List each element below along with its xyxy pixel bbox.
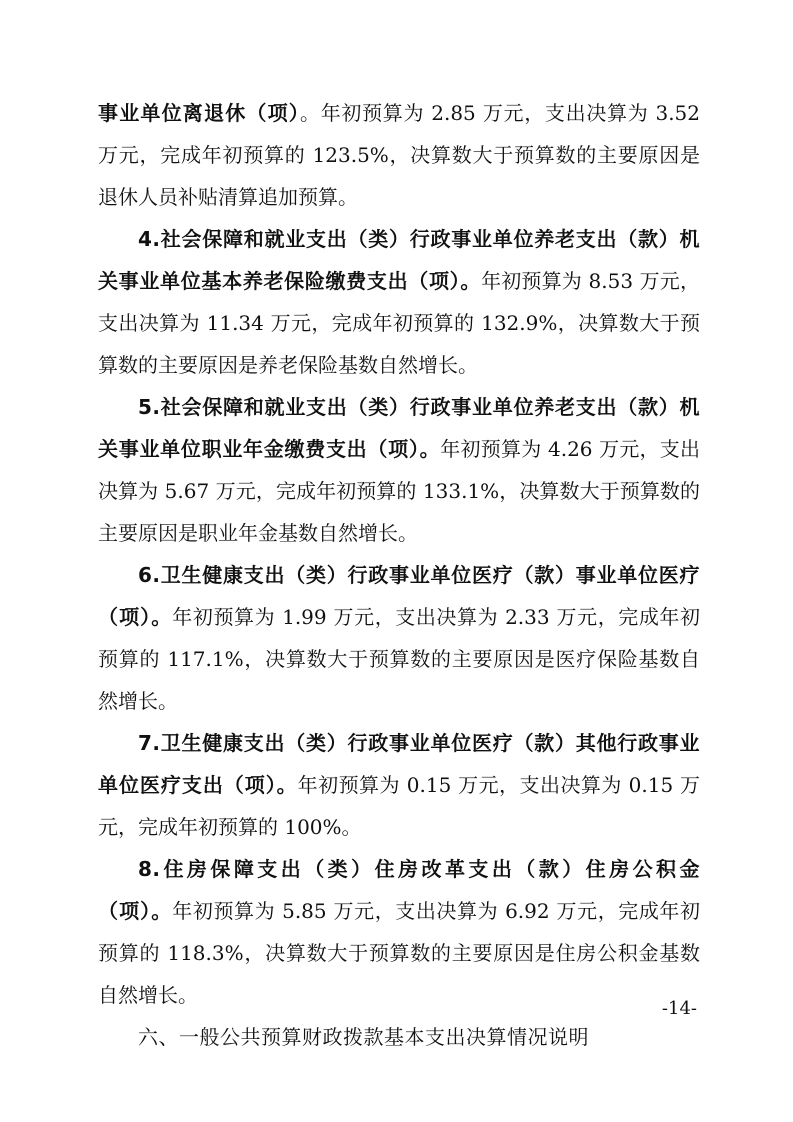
paragraph-item-8 <box>98 848 700 1016</box>
paragraph-heading: 事业单位离退休（项） <box>98 101 300 125</box>
document-body <box>98 92 700 1058</box>
paragraph-item-5 <box>98 386 700 554</box>
paragraph-item-4 <box>98 218 700 386</box>
paragraph-retirement <box>98 92 700 218</box>
paragraph-text: 年初预算为 8.53 万元，支出决算为 11.34 万元，完成年初预算的 132.9%，决算数大于预算数的主要原因是养老保险基数自然增长。 <box>98 269 700 377</box>
page-number: -14- <box>661 998 697 1019</box>
paragraph-heading: 6.卫生健康支出（类）行政事业单位医疗（款）事业单位医疗（项）。 <box>98 563 700 629</box>
paragraph-heading: 5.社会保障和就业支出（类）行政事业单位养老支出（款）机关事业单位职业年金缴费支出（项）。 <box>98 395 700 461</box>
paragraph-text: 年初预算为 1.99 万元，支出决算为 2.33 万元，完成年初预算的 117.1%，决算数大于预算数的主要原因是医疗保险基数自然增长。 <box>98 605 700 713</box>
paragraph-heading: 7.卫生健康支出（类）行政事业单位医疗（款）其他行政事业单位医疗支出（项）。 <box>98 731 700 797</box>
paragraph-text: 。年初预算为 2.85 万元，支出决算为 3.52 万元，完成年初预算的 123.5%，决算数大于预算数的主要原因是退休人员补贴清算追加预算。 <box>98 101 701 209</box>
paragraph-item-7 <box>98 722 700 848</box>
paragraph-text: 年初预算为 4.26 万元，支出决算为 5.67 万元，完成年初预算的 133.1%，决算数大于预算数的主要原因是职业年金基数自然增长。 <box>98 437 700 545</box>
paragraph-item-6 <box>98 554 700 722</box>
section-heading: 六、一般公共预算财政拨款基本支出决算情况说明 <box>138 1025 589 1049</box>
paragraph-text: 年初预算为 0.15 万元，支出决算为 0.15 万元，完成年初预算的 100%。 <box>98 773 701 839</box>
paragraph-heading: 8.住房保障支出（类）住房改革支出（款）住房公积金（项）。 <box>98 857 700 923</box>
paragraph-heading: 4.社会保障和就业支出（类）行政事业单位养老支出（款）机关事业单位基本养老保险缴费支出（项）。 <box>98 227 700 293</box>
paragraph-text: 年初预算为 5.85 万元，支出决算为 6.92 万元，完成年初预算的 118.3%，决算数大于预算数的主要原因是住房公积金基数自然增长。 <box>98 899 700 1007</box>
